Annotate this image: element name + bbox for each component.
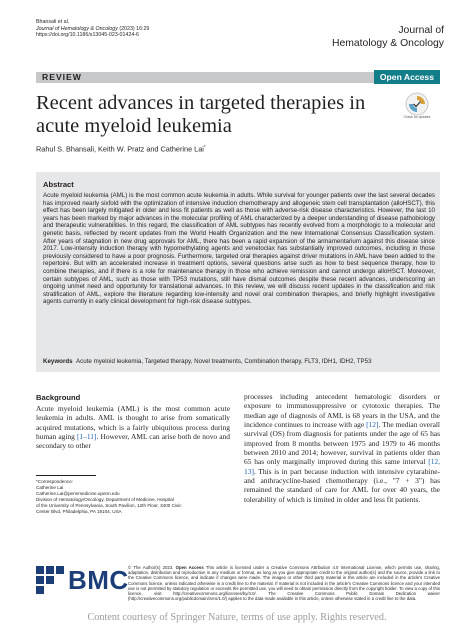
footnote-line: Division of Hematology/Oncology, Department of Medicine, Hospital (36, 497, 174, 503)
footnote-line: Catherine Lai (36, 485, 64, 491)
body-column-left (36, 404, 230, 451)
doi-link[interactable]: https://doi.org/10.1186/s13045-023-01424-6 (36, 32, 139, 39)
keywords-list: Acute myeloid leukemia, Targeted therapy, Novel treatments, Combination therapy, FLT3, IDH1, IDH2, TP53 (76, 358, 372, 365)
keywords (43, 358, 435, 366)
footnote-line: of the University of Pennsylvania, South Pavilion, 12th Floor, 3400 Civic (36, 503, 182, 509)
bmc-logo (36, 565, 129, 595)
footnote-email[interactable]: Catherine.Lai@pennmedicine.upenn.edu (36, 491, 120, 497)
footnote-line: Center Blvd, Philadelphia, PA 19104, USA (36, 509, 122, 515)
license-body: This article is licensed under a Creative Commons Attribution 4.0 International License, which permits use, sharing, adaptation, distribution and reproduction in any medium or format, as long as you give appropriate credit to the original author(s) and the source, provide a link to the Creative Commons licence, and indicate if changes were made. The images or other third party material in this article are included in the article's Creative Commons licence, unless indicated otherwise in a credit line to the material. If material is not included in the article's Creative Commons licence and your intended use is not permitted by statutory regulation or exceeds the permitted use, you will need to obtain permission directly from the copyright holder. To view a copy of this licence, visit http://creativecommons.org/licenses/by/4.0/. The Creative Commons Public Domain Dedication waiver (http://creativecommons.org/publicdomain/zero/1.0/) applies to the data made available in this article, unless otherwise stated in a credit line to the data. (128, 565, 440, 602)
crossmark-label: Check for updates (403, 115, 431, 119)
paper-title: Recent advances in targeted therapies in acute myeloid leukemia (36, 92, 366, 137)
corresponding-mark: * (203, 144, 206, 149)
reference-link[interactable]: [12] (366, 420, 379, 430)
journal-title-line2: Hematology & Oncology (331, 37, 444, 49)
crossmark-icon[interactable] (405, 92, 429, 116)
keywords-label: Keywords (43, 358, 73, 365)
abstract-text: Acute myeloid leukemia (AML) is the most common acute leukemia in adults. While survival for younger patients over the last several decades has improved nearly sixfold with the optimization of intensive induction chemotherapy and allogeneic stem cell transplantation (alloHSCT), this effect has been largely mitigated in older and less fit patients as well as those with adverse-risk disease characteristics. However, the last 10 years has been marked by major advances in the molecular profiling of AML characterized by a deeper understanding of disease pathobiology and therapeutic vulnerabilities. In this regard, the classification of AML subtypes has recently evolved from a morphologic to a molecular and genetic basis, reflected by recent updates from the World Health Organization and the new International Consensus Classification system. After years of stagnation in new drug approvals for AML, there has been a rapid expansion of the armamentarium against this disease since 2017. Low-intensity induction therapy with hypomethylating agents and venetoclax has substantially improved outcomes, including in those previously considered to have a poor prognosis. Furthermore, targeted oral therapies against driver mutations in AML have been added to the repertoire. But with an accelerated increase in treatment options, several questions arise such as how to best sequence therapy, how to combine therapies, and if there is a role for maintenance therapy in those who achieve remission and cannot undergo alloHSCT. Moreover, certain subtypes of AML, such as those with TP53 mutations, still have dismal outcomes despite these recent advances, underscoring an ongoing unmet need and opportunity for translational advances. In this review, we will discuss recent updates in the classification and risk stratification of AML, explore the literature regarding low-intensity and novel oral combination therapies, and briefly highlight investigative agents currently in early clinical development for high-risk disease subtypes. (43, 192, 435, 306)
reference-link[interactable]: [1–11] (76, 432, 97, 442)
citation-author: Bhansali et al. (36, 19, 70, 25)
courtesy-footer: Content courtesy of Springer Nature, terms of use apply. Rights reserved. (87, 612, 387, 623)
correspondence-footnote (36, 479, 230, 516)
abstract-heading: Abstract (43, 180, 74, 189)
citation-block (36, 19, 149, 39)
right-paragraph-part2: . The median overall survival (OS) from diagnosis for patients under the age of 65 has improved from 8 months between 1975 and 1979 to 46 months between 2010 and 2014; however, survival in patients older than 65 has only marginally improved during this same interval (244, 420, 441, 467)
license-text (128, 565, 440, 601)
footnote-divider (36, 475, 96, 476)
citation-volume: (2023) 16:29 (119, 25, 150, 32)
license-copyright: © The Author(s) 2023. (128, 565, 174, 570)
footnote-line: *Correspondence: (36, 479, 74, 484)
section-label: REVIEW (42, 72, 82, 82)
bmc-logo-mark-icon (36, 566, 64, 594)
author-list (36, 144, 206, 153)
license-open-access: Open Access (175, 565, 204, 570)
open-access-badge: Open Access (374, 70, 440, 84)
left-paragraph-end: . However, AML can arise both de novo and secondary to other (36, 432, 230, 451)
left-paragraph: Acute myeloid leukemia (AML) is the most common acute leukemia in adults. AML is thought to arise from somatically acquired mutations, which is a fairly ubiquitous process during human aging (36, 404, 230, 442)
journal-title-line1: Journal of (398, 25, 444, 36)
reference-link[interactable]: [12, 13] (244, 457, 440, 476)
bmc-logo-text: BMC (68, 565, 129, 595)
right-paragraph-part1: processes including antecedent hematologic disorders or exposure to immunosuppressive or cytotoxic therapies. The median age of diagnosis of AML is 68 years in the USA, and the incidence continues to increase with age (244, 392, 440, 430)
authors-text: Rahul S. Bhansali, Keith W. Pratz and Catherine Lai (36, 144, 204, 154)
background-heading: Background (36, 393, 81, 402)
body-column-right (244, 392, 440, 504)
right-paragraph-part3: . This is in part because induction with intensive cytarabine- and anthracycline-based chemotherapy (i.e., "7 + 3") has remained the standard of care for AML for over 40 years, the tolerability of which is limited in older and less fit patients. (244, 466, 440, 504)
citation-journal-line (36, 26, 149, 33)
journal-title (332, 25, 444, 50)
citation-journal: Journal of Hematology & Oncology (36, 25, 118, 32)
